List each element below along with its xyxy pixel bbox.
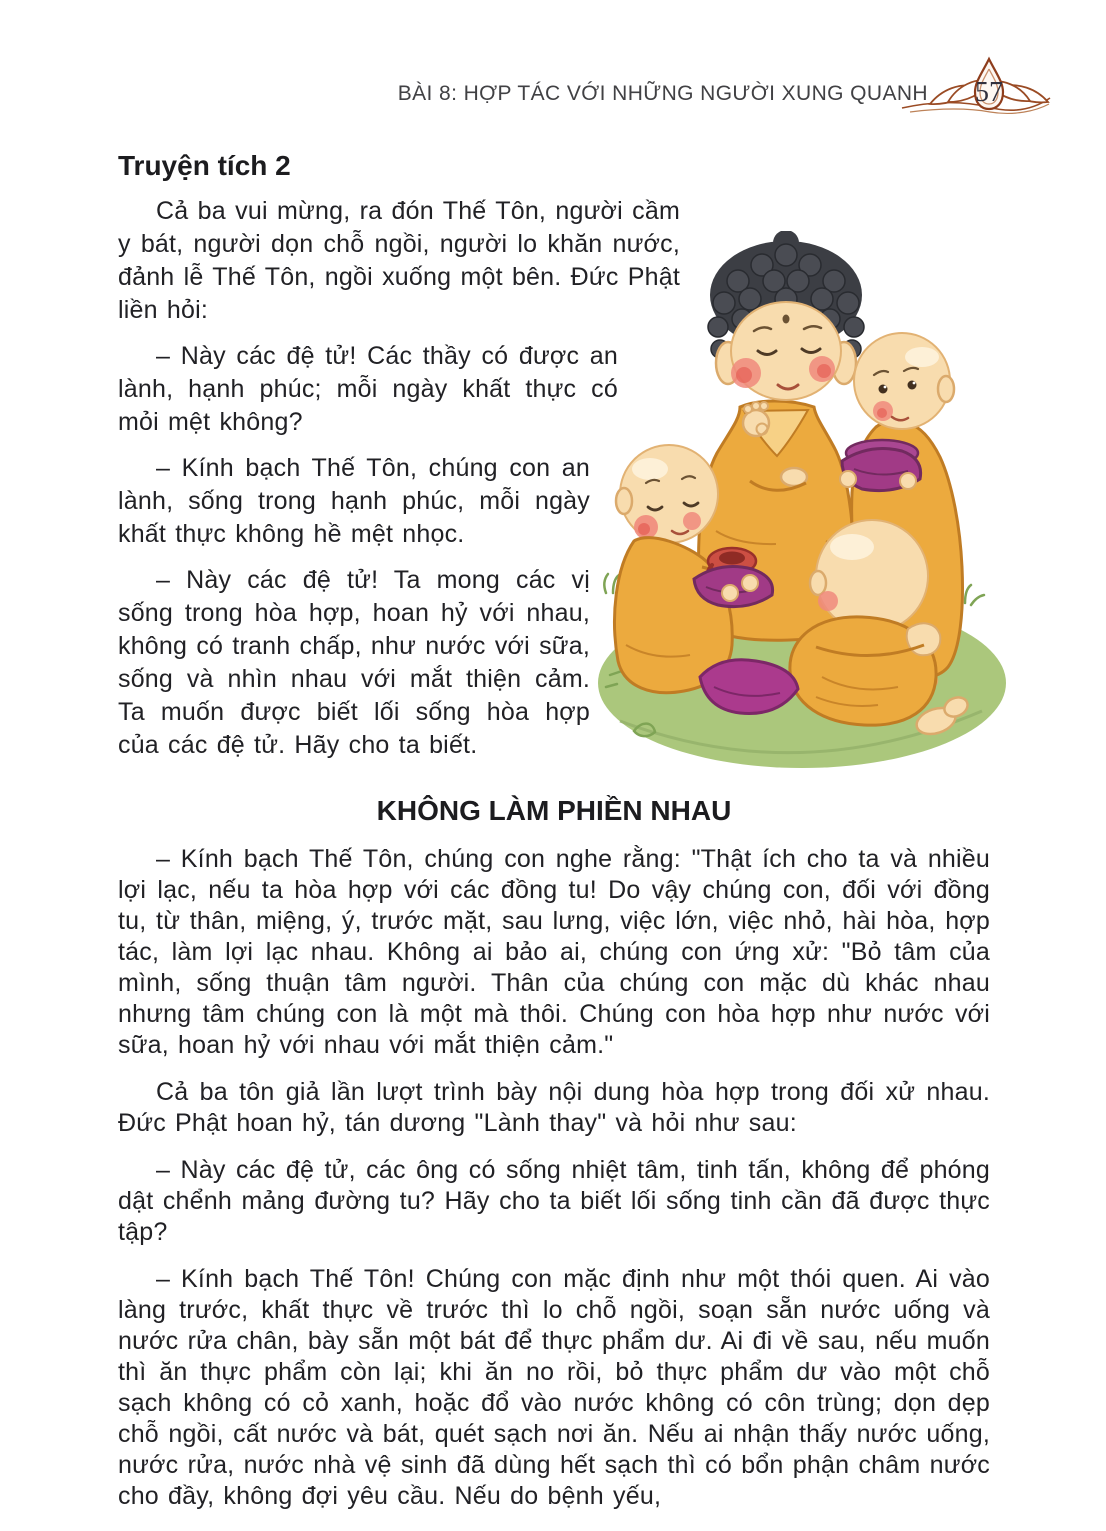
buddha-monks-illustration (590, 231, 1010, 783)
story-heading: Truyện tích 2 (118, 150, 291, 181)
story-paragraph-1: Cả ba vui mừng, ra đón Thế Tôn, người cầm y bát, người dọn chỗ ngồi, người lo khăn nước, đảnh lễ Thế Tôn, ngồi xuống một bên. Đức Phật liền hỏi: (118, 197, 680, 324)
page-header (0, 0, 1106, 140)
section-paragraph-4: – Kính bạch Thế Tôn! Chúng con mặc định như một thói quen. Ai vào làng trước, khất thực về trước thì lo chỗ ngồi, soạn sẵn nước uống và nước rửa chân, bày sẵn một bát để thực phẩm dư. Ai đi về sau, nếu muốn thì ăn thực phẩm còn lại; khi ăn no rồi, bỏ thực phẩm dư vào một chỗ sạch không có cỏ xanh, hoặc đổ vào nước không có côn trùng; dọn dẹp chỗ ngồi, cất nước và bát, quét sạch nơi ăn. Nếu ai nhận thấy nước uống, nước rửa, nước nhà vệ sinh đã dùng hết sạch thì có bổn phận châm nước cho đầy, không đợi yêu cầu. Nếu do bệnh yếu, (118, 1265, 990, 1510)
story-paragraph-4: – Này các đệ tử! Ta mong các vị sống trong hòa hợp, hoan hỷ với nhau, không có tranh chấp, như nước với sữa, sống và nhìn nhau với mắt thiện cảm. Ta muốn được biết lối sống hòa hợp của các đệ tử. Hãy cho ta biết. (118, 566, 590, 759)
section-paragraph-1: – Kính bạch Thế Tôn, chúng con nghe rằng: "Thật ích cho ta và nhiều lợi lạc, nếu ta hòa hợp với các đồng tu! Do vậy chúng con, đối với đồng tu, từ thân, miệng, ý, trước mặt, sau lưng, việc lớn, việc nhỏ, hài hòa, hợp tác, làm lợi lạc nhau. Không ai bảo ai, chúng con ứng xử: "Bỏ tâm của mình, sống thuận tâm người. Thân của chúng con mặc dù khác nhau nhưng tâm chúng con là một mà thôi. Chúng con hòa hợp như nước với sữa, hoan hỷ với nhau với mắt thiện cảm." (118, 845, 990, 1059)
lotus-page-ornament (900, 56, 1052, 128)
page-number: 57 (975, 77, 1003, 108)
section-paragraph-2: Cả ba tôn giả lần lượt trình bày nội dung hòa hợp trong đối xử nhau. Đức Phật hoan hỷ, tán dương "Lành thay" và hỏi như sau: (118, 1078, 990, 1137)
buddha-monks-drawing (590, 231, 1010, 783)
section-title: KHÔNG LÀM PHIỀN NHAU (376, 795, 732, 826)
section-paragraph-3: – Này các đệ tử, các ông có sống nhiệt tâm, tinh tấn, không để phóng dật chểnh mảng đường tu? Hãy cho ta biết lối sống tinh cần đã được thực tập? (118, 1156, 990, 1246)
page-content (118, 150, 990, 1528)
chapter-title: BÀI 8: HỢP TÁC VỚI NHỮNG NGƯỜI XUNG QUANH (397, 82, 928, 105)
story-paragraph-3: – Kính bạch Thế Tôn, chúng con an lành, sống trong hạnh phúc, mỗi ngày khất thực không hề mệt nhọc. (118, 454, 590, 548)
story-paragraph-2: – Này các đệ tử! Các thầy có được an lành, hạnh phúc; mỗi ngày khất thực có mỏi mệt không? (118, 342, 618, 436)
